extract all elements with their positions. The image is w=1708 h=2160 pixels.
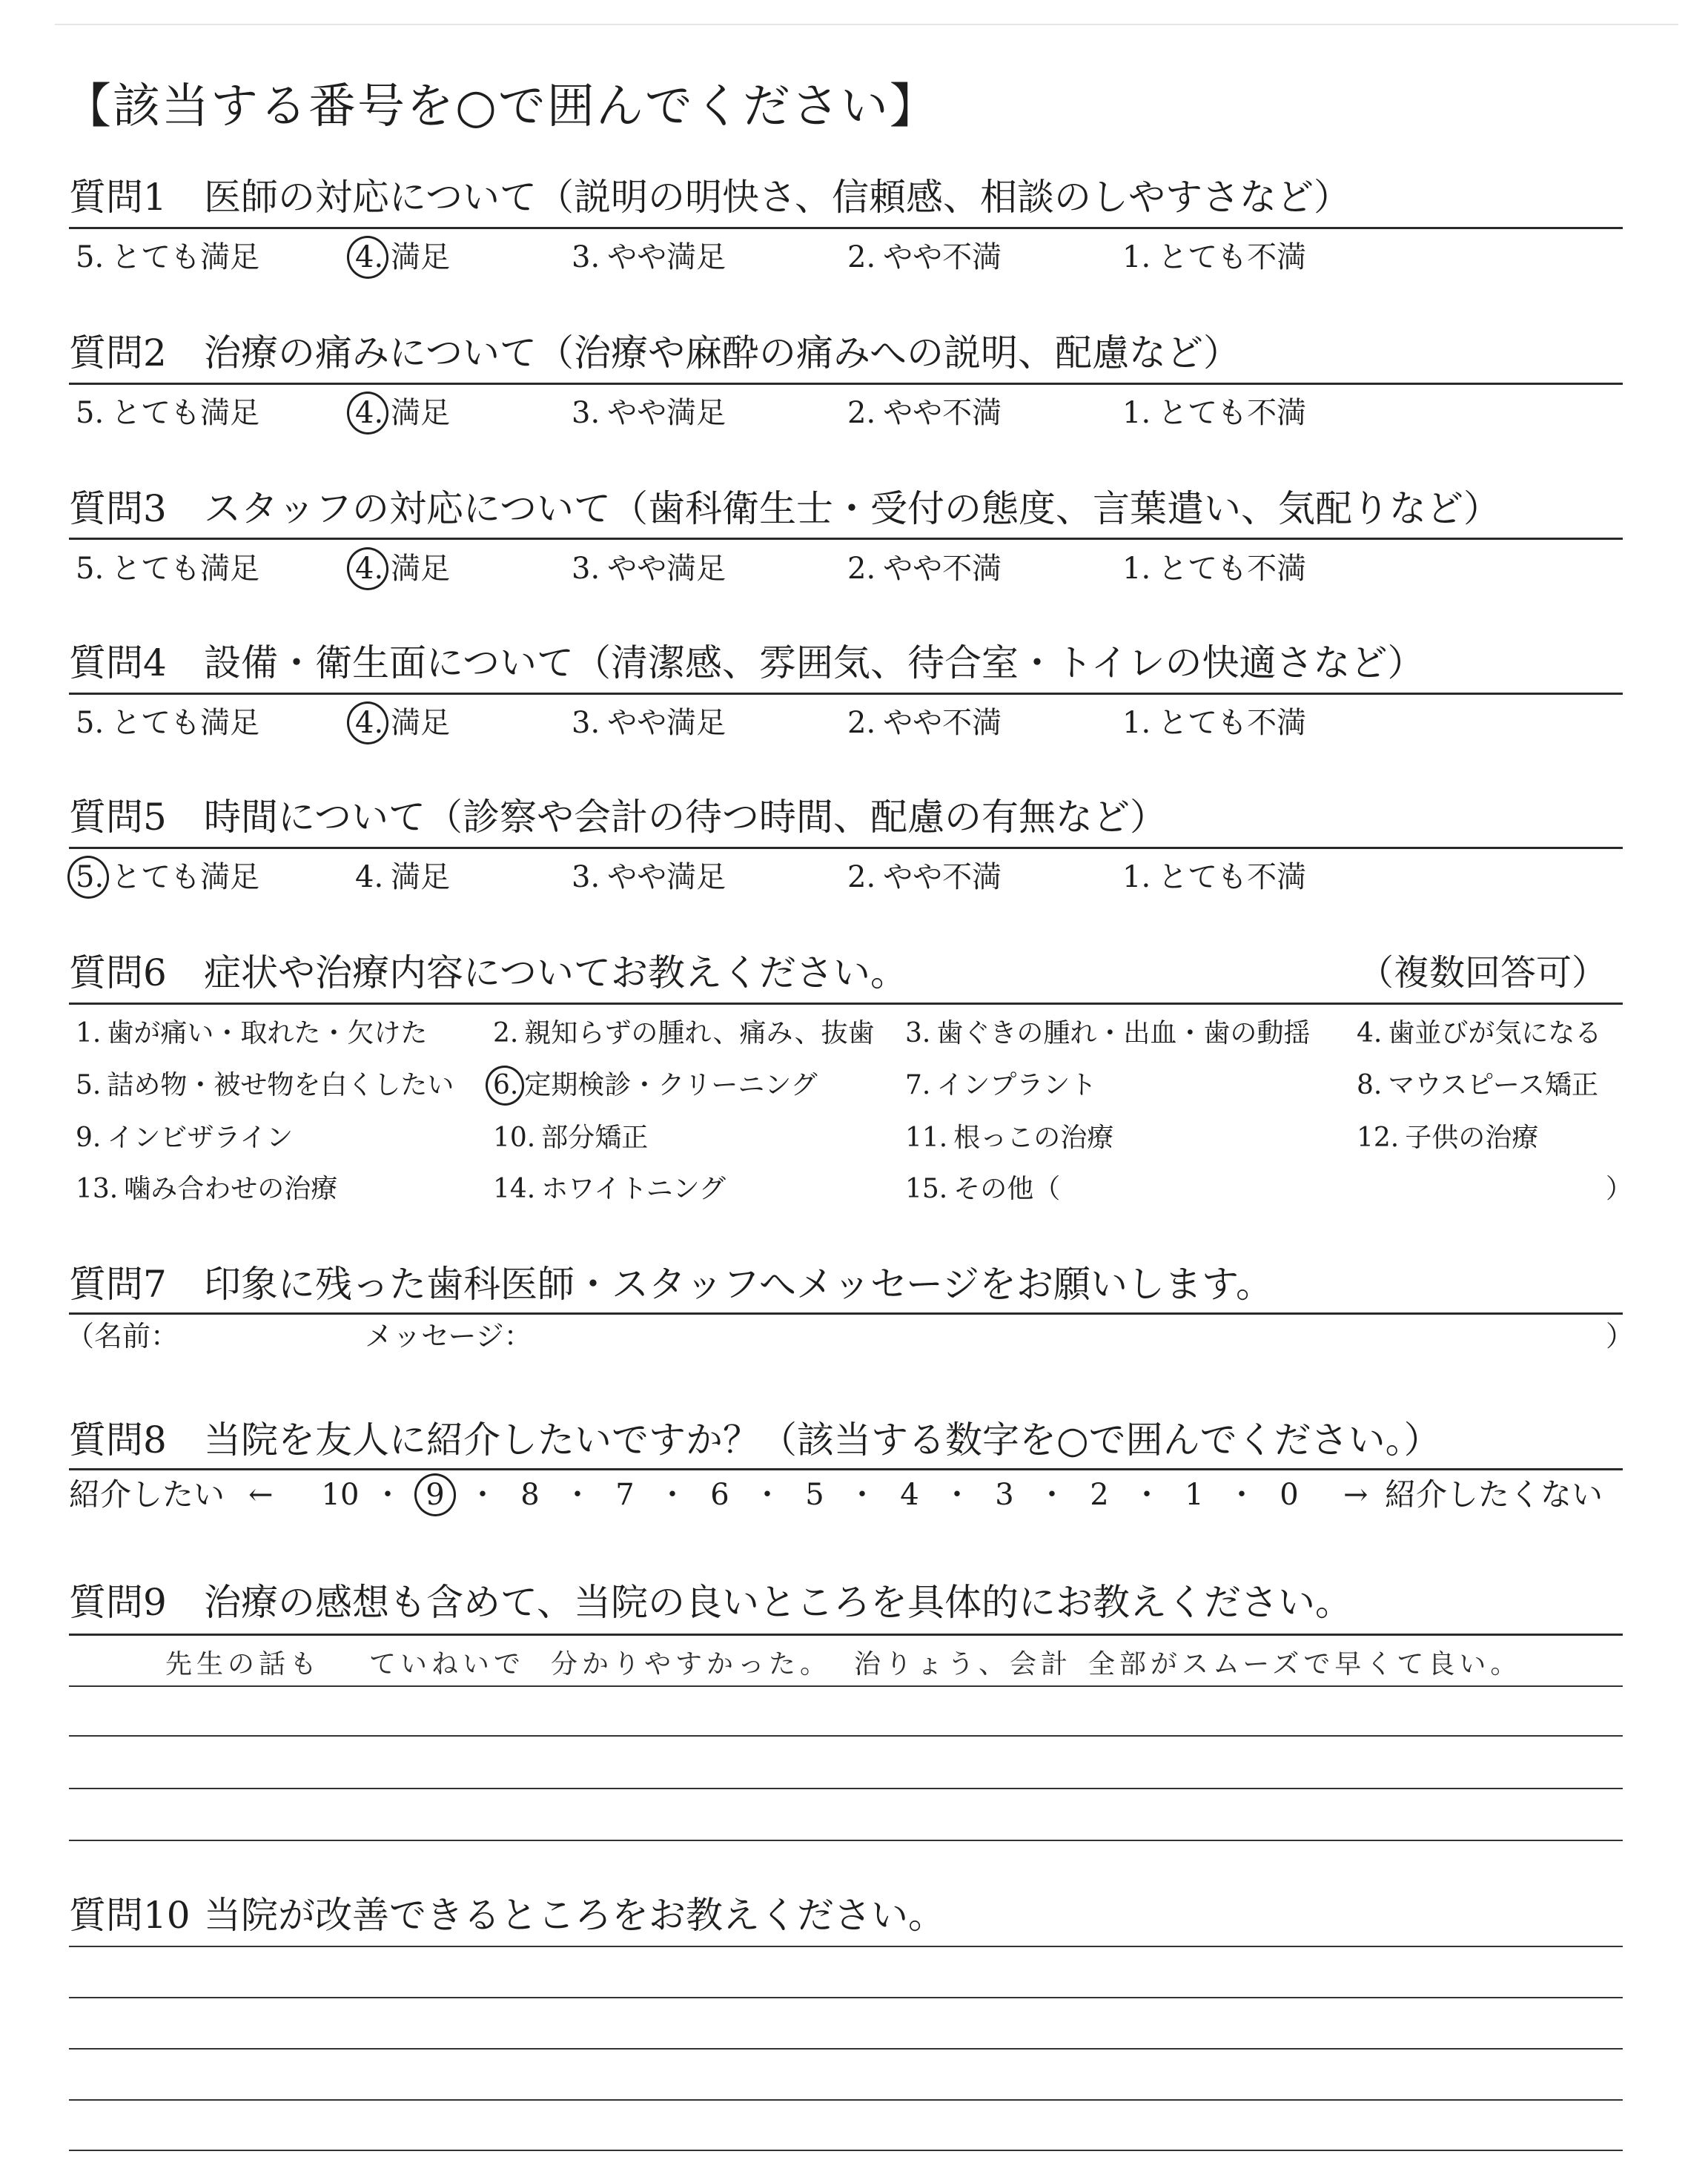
option-label: とても満足: [111, 396, 260, 430]
left-arrow-icon: ←: [248, 1478, 274, 1512]
symptom-option-4: [1357, 1017, 1601, 1051]
option-label: やや満足: [607, 706, 726, 740]
question-3: [0, 486, 1708, 586]
question-number: 質問8: [69, 1418, 167, 1462]
option-number: 10.: [493, 1123, 536, 1153]
answer-line: [69, 1788, 1623, 1789]
question-number: 質問10: [69, 1894, 191, 1937]
hand-drawn-circle: [64, 853, 112, 902]
heading-underline: [69, 1634, 1623, 1636]
option-label: 満足: [391, 240, 451, 274]
symptom-option-6: [493, 1069, 818, 1103]
scale-number: 9: [426, 1478, 445, 1512]
handwritten-answer: 全部がスムーズで早くて良い。: [1088, 1649, 1522, 1680]
option-2-somewhat-dissatisfied: [847, 859, 1002, 896]
question-number: 質問3: [69, 487, 167, 530]
scale-number: 5: [805, 1478, 824, 1512]
option-number: 5.: [76, 860, 105, 894]
option-number: 1.: [1122, 240, 1151, 274]
handwritten-answer: 分かりやすかった。: [551, 1649, 832, 1680]
option-label: 詰め物・被せ物を白くしたい: [107, 1070, 454, 1100]
answer-line: [69, 1685, 1623, 1687]
option-3-somewhat-satisfied: [572, 704, 726, 742]
scale-separator: ・: [1037, 1478, 1067, 1512]
option-number: 4.: [1357, 1018, 1383, 1048]
option-number: 5.: [76, 1070, 102, 1100]
option-number: 11.: [905, 1123, 948, 1153]
question-number: 質問4: [69, 641, 167, 684]
symptom-option-11: [905, 1121, 1113, 1155]
option-number: 3.: [572, 240, 600, 274]
scale-number: 10: [321, 1478, 360, 1512]
message-field-label: メッセージ：: [365, 1320, 532, 1353]
hand-drawn-circle: [343, 698, 391, 748]
answer-line: [69, 1946, 1623, 1947]
option-label: やや満足: [607, 552, 726, 586]
symptom-option-14: [493, 1172, 726, 1206]
scale-separator: ・: [468, 1478, 497, 1512]
option-4-satisfied: [355, 239, 450, 276]
option-1-very-dissatisfied: [1122, 239, 1306, 276]
option-number: 6.: [493, 1070, 519, 1100]
option-label: 歯が痛い・取れた・欠けた: [107, 1018, 428, 1048]
option-3-somewhat-satisfied: [572, 394, 726, 432]
option-label: とても満足: [111, 706, 260, 740]
question-text: 設備・衛生面について（清潔感、雰囲気、待合室・トイレの快適さなど）: [204, 641, 1425, 684]
option-number: 3.: [905, 1018, 931, 1048]
option-number: 2.: [847, 552, 876, 586]
scale-separator: ・: [658, 1478, 687, 1512]
hand-drawn-circle: [411, 1470, 459, 1520]
heading-underline: [69, 847, 1623, 849]
option-1-very-dissatisfied: [1122, 394, 1306, 432]
option-label: やや不満: [883, 552, 1002, 586]
handwritten-answer: 先生の話も: [165, 1649, 322, 1680]
option-label: インビザライン: [107, 1123, 294, 1153]
scale-separator: ・: [563, 1478, 592, 1512]
option-label: 噛み合わせの治療: [124, 1174, 338, 1204]
heading-underline: [69, 538, 1623, 540]
question-number: 質問2: [69, 331, 167, 374]
option-1-very-dissatisfied: [1122, 859, 1306, 896]
option-label: 部分矯正: [541, 1123, 649, 1153]
option-number: 3.: [572, 396, 600, 430]
option-label: とても満足: [111, 240, 260, 274]
option-number: 1.: [1122, 860, 1151, 894]
rating-options: [0, 239, 1708, 276]
question-number: 質問1: [69, 176, 167, 219]
option-2-somewhat-dissatisfied: [847, 394, 1002, 432]
symptom-option-8: [1357, 1069, 1598, 1103]
scale-option-9: [411, 1476, 459, 1513]
heading-underline: [69, 1468, 1623, 1470]
hand-drawn-circle: [343, 389, 391, 438]
scale-separator: ・: [1227, 1478, 1257, 1512]
answer-line: [69, 1735, 1623, 1737]
option-number: 3.: [572, 552, 600, 586]
question-text: スタッフの対応について（歯科衛生士・受付の態度、言葉遣い、気配りなど）: [204, 487, 1500, 530]
option-4-satisfied: [355, 859, 450, 896]
heading-underline: [69, 693, 1623, 695]
question-7: [0, 1262, 1708, 1353]
option-label: その他（: [953, 1174, 1061, 1204]
symptom-option-15-other: [905, 1172, 1060, 1206]
scale-option-10: [317, 1476, 364, 1513]
question-text: 当院が改善できるところをお教えください。: [204, 1894, 945, 1937]
option-label: やや満足: [607, 240, 726, 274]
option-number: 4.: [355, 706, 384, 740]
option-label: 子供の治療: [1405, 1123, 1539, 1153]
option-label: とても不満: [1158, 860, 1307, 894]
heading-underline: [69, 383, 1623, 385]
option-5-very-satisfied: [76, 239, 259, 276]
scale-option-6: [696, 1476, 744, 1513]
scale-option-8: [506, 1476, 554, 1513]
option-label: とても不満: [1158, 396, 1307, 430]
option-number: 2.: [847, 860, 876, 894]
option-label: やや不満: [883, 396, 1002, 430]
symptom-option-3: [905, 1017, 1310, 1051]
message-closing-paren: ）: [1606, 1320, 1635, 1353]
option-number: 3.: [572, 860, 600, 894]
option-label: やや不満: [883, 860, 1002, 894]
option-1-very-dissatisfied: [1122, 704, 1306, 742]
hand-drawn-circle: [343, 544, 391, 594]
option-number: 1.: [1122, 706, 1151, 740]
option-label: やや満足: [607, 860, 726, 894]
question-8: [0, 1418, 1708, 1513]
option-number: 2.: [493, 1018, 519, 1048]
scale-number: 8: [520, 1478, 540, 1512]
option-label: 根っこの治療: [953, 1123, 1114, 1153]
scale-option-5: [791, 1476, 838, 1513]
option-number: 5.: [76, 552, 105, 586]
option-2-somewhat-dissatisfied: [847, 239, 1002, 276]
option-label: やや満足: [607, 396, 726, 430]
option-number: 15.: [905, 1174, 948, 1204]
option-number: 1.: [1122, 552, 1151, 586]
handwritten-answer: 治りょう、会計: [854, 1649, 1073, 1680]
heading-underline: [69, 227, 1623, 229]
symptom-option-7: [905, 1069, 1096, 1103]
hand-drawn-circle: [343, 233, 391, 283]
form-title: 【該当する番号を○で囲んでください】: [64, 79, 939, 134]
option-number: 14.: [493, 1174, 536, 1204]
option-label: 満足: [391, 396, 451, 430]
other-closing-paren: ）: [1606, 1174, 1633, 1204]
scale-option-1: [1171, 1476, 1218, 1513]
scale-separator: ・: [1132, 1478, 1162, 1512]
option-number: 2.: [847, 396, 876, 430]
option-3-somewhat-satisfied: [572, 859, 726, 896]
scale-number: 1: [1185, 1478, 1204, 1512]
option-label: とても満足: [111, 860, 260, 894]
scale-separator: ・: [752, 1478, 782, 1512]
question-10: [0, 1893, 1708, 1937]
option-label: やや不満: [883, 240, 1002, 274]
question-number: 質問7: [69, 1263, 167, 1306]
handwritten-answer: ていねいで: [369, 1649, 526, 1680]
option-label: とても不満: [1158, 706, 1307, 740]
question-number: 質問9: [69, 1581, 167, 1624]
option-1-very-dissatisfied: [1122, 550, 1306, 587]
symptom-option-5: [76, 1069, 454, 1103]
option-2-somewhat-dissatisfied: [847, 550, 1002, 587]
question-text: 治療の痛みについて（治療や麻酔の痛みへの説明、配慮など）: [204, 331, 1240, 374]
option-number: 9.: [76, 1123, 102, 1153]
option-5-very-satisfied: [76, 704, 259, 742]
answer-line: [69, 2150, 1623, 2151]
name-field-label: （名前：: [66, 1320, 179, 1353]
option-label: ホワイトニング: [541, 1174, 726, 1204]
option-number: 13.: [76, 1174, 119, 1204]
option-number: 8.: [1357, 1070, 1383, 1100]
symptom-option-12: [1357, 1121, 1538, 1155]
question-text: 症状や治療内容についてお教えください。: [204, 951, 907, 994]
scale-separator: ・: [847, 1478, 877, 1512]
symptom-option-1: [76, 1017, 427, 1051]
option-3-somewhat-satisfied: [572, 550, 726, 587]
option-number: 4.: [355, 552, 384, 586]
scale-number: 3: [995, 1478, 1014, 1512]
option-label: マウスピース矯正: [1388, 1070, 1599, 1100]
symptom-option-10: [493, 1121, 648, 1155]
option-number: 5.: [76, 706, 105, 740]
option-4-satisfied: [355, 704, 450, 742]
option-label: 満足: [391, 860, 451, 894]
option-3-somewhat-satisfied: [572, 239, 726, 276]
right-arrow-icon: →: [1343, 1478, 1368, 1512]
option-number: 3.: [572, 706, 600, 740]
option-number: 2.: [847, 240, 876, 274]
symptom-option-13: [76, 1172, 337, 1206]
option-number: 1.: [1122, 396, 1151, 430]
scale-right-label: 紹介したくない: [1385, 1476, 1603, 1513]
option-label: 親知らずの腫れ、痛み、抜歯: [524, 1018, 875, 1048]
scale-option-7: [601, 1476, 649, 1513]
option-label: インプラント: [936, 1070, 1097, 1100]
answer-line: [69, 2048, 1623, 2050]
option-label: 満足: [391, 706, 451, 740]
option-number: 4.: [355, 240, 384, 274]
option-2-somewhat-dissatisfied: [847, 704, 1002, 742]
scale-option-3: [981, 1476, 1028, 1513]
question-text: 治療の感想も含めて、当院の良いところを具体的にお教えください。: [204, 1581, 1352, 1624]
option-number: 4.: [355, 860, 384, 894]
question-text: 時間について（診察や会計の待つ時間、配慮の有無など）: [204, 796, 1167, 839]
multiple-answers-note: （複数回答可）: [1358, 952, 1608, 994]
question-text: 印象に残った歯科医師・スタッフへメッセージをお願いします。: [204, 1263, 1273, 1306]
option-5-very-satisfied: [76, 550, 259, 587]
answer-line: [69, 1997, 1623, 1998]
scale-number: 6: [710, 1478, 729, 1512]
recommendation-scale: [0, 1476, 1708, 1513]
scale-number: 7: [615, 1478, 635, 1512]
symptom-option-9: [76, 1121, 293, 1155]
scale-option-0: [1265, 1476, 1313, 1513]
option-label: やや不満: [883, 706, 1002, 740]
symptom-option-2: [493, 1017, 875, 1051]
scale-number: 0: [1280, 1478, 1299, 1512]
option-4-satisfied: [355, 550, 450, 587]
option-number: 12.: [1357, 1123, 1400, 1153]
option-label: とても不満: [1158, 552, 1307, 586]
scale-left-label: 紹介したい: [69, 1476, 225, 1513]
question-9: [0, 1580, 1708, 1680]
option-number: 7.: [905, 1070, 931, 1100]
rating-options: [0, 859, 1708, 896]
scale-separator: ・: [942, 1478, 972, 1512]
option-5-very-satisfied: [76, 859, 259, 896]
question-text: 当院を友人に紹介したいですか？（該当する数字を○で囲んでください。）: [204, 1418, 1441, 1462]
option-label: とても満足: [111, 552, 260, 586]
answer-line: [69, 2099, 1623, 2101]
question-text: 医師の対応について（説明の明快さ、信頼感、相談のしやすさなど）: [204, 176, 1351, 219]
option-number: 5.: [76, 240, 105, 274]
scale-option-4: [886, 1476, 933, 1513]
rating-options: [0, 550, 1708, 587]
option-label: 歯並びが気になる: [1388, 1018, 1602, 1048]
option-5-very-satisfied: [76, 394, 259, 432]
question-5: [0, 795, 1708, 894]
option-label: 満足: [391, 552, 451, 586]
option-label: 定期検診・クリーニング: [524, 1070, 818, 1100]
rating-options: [0, 704, 1708, 742]
option-label: 歯ぐきの腫れ・出血・歯の動揺: [936, 1018, 1311, 1048]
question-2: [0, 331, 1708, 430]
scale-number: 4: [900, 1478, 919, 1512]
option-number: 4.: [355, 396, 384, 430]
option-4-satisfied: [355, 394, 450, 432]
scale-separator: ・: [373, 1478, 403, 1512]
question-1: [0, 175, 1708, 274]
question-4: [0, 641, 1708, 740]
answer-line: [69, 1840, 1623, 1841]
symptom-options: [0, 951, 1708, 1210]
heading-underline: [69, 1312, 1623, 1315]
option-number: 5.: [76, 396, 105, 430]
question-6: [0, 951, 1708, 1204]
option-number: 2.: [847, 706, 876, 740]
scale-track: [317, 1476, 1313, 1513]
option-label: とても不満: [1158, 240, 1307, 274]
hand-drawn-circle: [483, 1063, 528, 1109]
scale-number: 2: [1090, 1478, 1109, 1512]
option-number: 1.: [76, 1018, 102, 1048]
question-number: 質問6: [69, 951, 167, 994]
rating-options: [0, 394, 1708, 432]
scan-edge-line: [55, 24, 1678, 25]
question-number: 質問5: [69, 796, 167, 839]
scale-option-2: [1076, 1476, 1123, 1513]
